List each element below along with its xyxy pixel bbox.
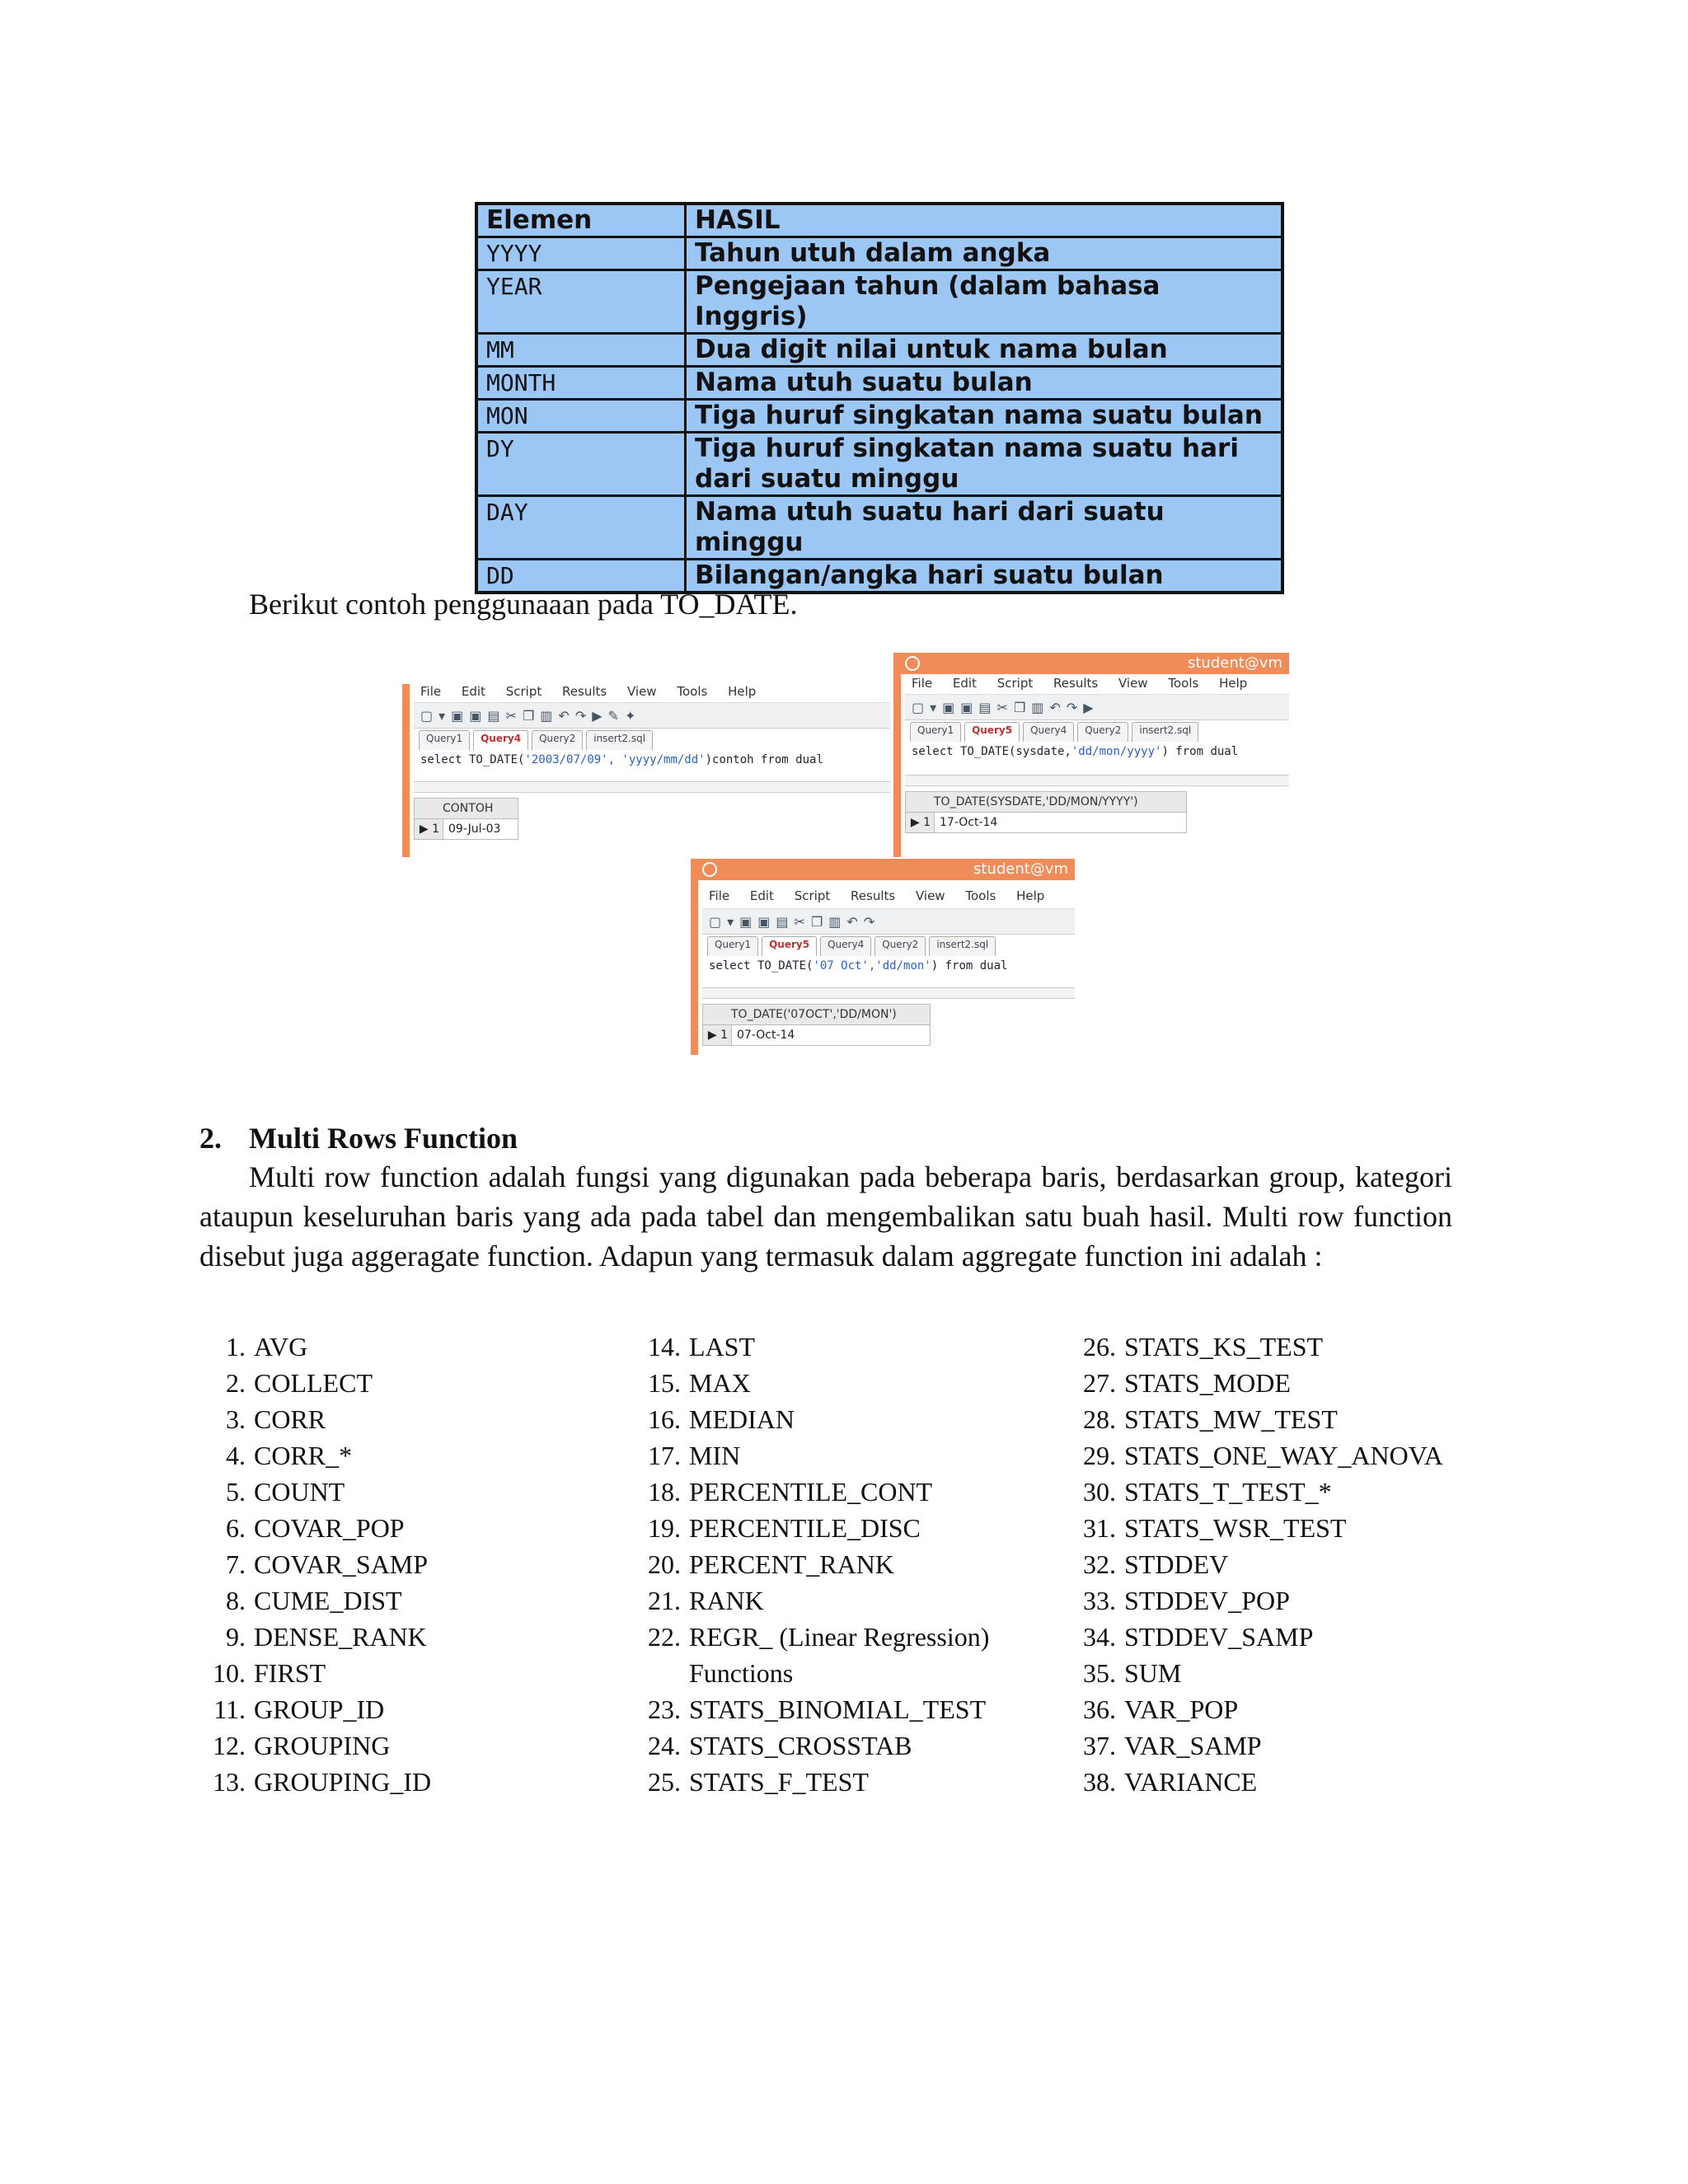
menu-file[interactable]: File [420, 684, 442, 699]
execute-icon[interactable]: ▶ [592, 707, 603, 724]
redo-icon[interactable]: ↷ [1066, 699, 1078, 715]
menu-bar [709, 888, 1061, 903]
list-item: 5. COUNT [226, 1477, 345, 1507]
save-all-icon[interactable]: ▣ [960, 699, 973, 715]
menu-tools[interactable]: Tools [965, 888, 996, 903]
open-icon[interactable]: ▾ [438, 707, 446, 724]
menu-results[interactable]: Results [1053, 676, 1099, 691]
header-hasil: HASIL [686, 204, 1283, 237]
paste-icon[interactable]: ▥ [1031, 699, 1044, 715]
undo-icon[interactable]: ↶ [558, 707, 570, 724]
element-description: Tiga huruf singkatan nama suatu bulan [686, 400, 1283, 433]
redo-icon[interactable]: ↷ [574, 707, 587, 724]
table-row [476, 237, 1282, 270]
format-elements-table [475, 202, 1284, 594]
element-code: YYYY [476, 237, 686, 270]
element-code: DAY [476, 496, 686, 560]
toolbar [905, 694, 1289, 720]
header-elemen: Elemen [476, 204, 686, 237]
table-row [476, 334, 1282, 367]
list-item: 26. STATS_KS_TEST [1083, 1332, 1324, 1361]
redo-icon[interactable]: ↷ [863, 913, 875, 930]
table-row [476, 400, 1282, 433]
list-item: 28. STATS_MW_TEST [1083, 1404, 1338, 1434]
save-all-icon[interactable]: ▣ [469, 707, 482, 724]
cut-icon[interactable]: ✂ [794, 913, 805, 930]
print-icon[interactable]: ▤ [978, 699, 992, 715]
menu-results[interactable]: Results [851, 888, 896, 903]
element-description: Nama utuh suatu hari dari suatu minggu [686, 496, 1283, 560]
toolbar [702, 908, 1075, 935]
window-title: student@vm [973, 860, 1068, 878]
sql-arguments: 'dd/mon/yyyy' [1071, 745, 1162, 758]
result-column-header[interactable]: TO_DATE(SYSDATE,'DD/MON/YYYY') [906, 792, 1186, 813]
menu-view[interactable]: View [626, 684, 657, 699]
menu-file[interactable]: File [709, 888, 730, 903]
open-icon[interactable]: ▾ [930, 699, 937, 715]
aggregate-function-list-col1 [209, 1329, 431, 1800]
app-icon [905, 656, 920, 671]
list-item: 17. MIN [648, 1441, 741, 1470]
row-number: ▶ 1 [415, 819, 443, 839]
element-code: MM [476, 334, 686, 367]
new-file-icon[interactable]: ▢ [420, 707, 434, 724]
screenshot-to-date-example-3 [691, 859, 1075, 1055]
list-item: 34. STDDEV_SAMP [1083, 1622, 1314, 1652]
section-paragraph: Multi row function adalah fungsi yang digunakan pada beberapa baris, berdasarkan group, kategori ataupun keseluruhan baris yang ada pada tabel dan mengembalikan satu buah hasil. Multi row function disebut juga aggeragate function. Adapun yang termasuk dalam aggregate function ini adalah : [199, 1160, 1452, 1272]
tab-query2[interactable]: Query2 [874, 936, 926, 956]
list-item: 3. CORR [226, 1404, 326, 1434]
window-title: student@vm [1188, 654, 1282, 672]
result-row[interactable] [906, 813, 1186, 832]
tab-query2[interactable]: Query2 [1077, 722, 1128, 742]
element-description: Tahun utuh dalam angka [686, 237, 1283, 270]
query-tabs [702, 936, 1075, 956]
list-item: 29. STATS_ONE_WAY_ANOVA [1083, 1441, 1443, 1470]
list-item: 30. STATS_T_TEST_* [1083, 1477, 1332, 1507]
wand-icon[interactable]: ✦ [624, 707, 636, 724]
list-item: 7. COVAR_SAMP [226, 1549, 429, 1579]
table-row [476, 496, 1282, 560]
save-icon[interactable]: ▣ [451, 707, 464, 724]
tab-query4[interactable]: Query4 [1023, 722, 1074, 742]
window-border [893, 653, 901, 857]
result-grid [905, 791, 1187, 833]
list-item: 1. AVG [226, 1332, 308, 1361]
sql-prefix: select TO_DATE( [420, 753, 525, 766]
element-code: YEAR [476, 270, 686, 334]
result-grid [414, 798, 518, 840]
element-description: Pengejaan tahun (dalam bahasa Inggris) [686, 270, 1283, 334]
query-tabs [905, 722, 1289, 742]
print-icon[interactable]: ▤ [776, 913, 789, 930]
menu-edit[interactable]: Edit [461, 684, 485, 699]
list-item: 18. PERCENTILE_CONT [648, 1477, 933, 1507]
result-column-header[interactable]: TO_DATE('07OCT','DD/MON') [703, 1005, 930, 1025]
window-border [691, 859, 698, 1055]
menu-script[interactable]: Script [505, 684, 542, 699]
window-titlebar [691, 859, 1075, 880]
aggregate-function-list-col2 [645, 1329, 989, 1800]
pane-splitter[interactable] [905, 775, 1289, 786]
list-item: 9. DENSE_RANK [226, 1622, 427, 1652]
pane-splitter[interactable] [414, 781, 890, 793]
paste-icon[interactable]: ▥ [828, 913, 842, 930]
sql-suffix: ) from dual [1161, 745, 1239, 758]
row-number: ▶ 1 [703, 1025, 732, 1045]
list-item: 22. REGR_ (Linear Regression) [648, 1622, 990, 1652]
save-icon[interactable]: ▣ [942, 699, 955, 715]
tab-query5[interactable]: Query5 [964, 722, 1020, 742]
menu-view[interactable]: View [915, 888, 945, 903]
cut-icon[interactable]: ✂ [505, 707, 517, 724]
row-number: ▶ 1 [906, 813, 935, 832]
menu-bar [912, 676, 1264, 691]
menu-view[interactable]: View [1118, 676, 1148, 691]
new-file-icon[interactable]: ▢ [709, 913, 722, 930]
list-item: 23. STATS_BINOMIAL_TEST [648, 1694, 987, 1724]
table-row [476, 270, 1282, 334]
list-item: 38. VARIANCE [1083, 1767, 1258, 1797]
list-item: 15. MAX [648, 1368, 751, 1398]
list-item: 12. GROUPING [213, 1731, 391, 1760]
list-item: 37. VAR_SAMP [1083, 1731, 1262, 1760]
menu-edit[interactable]: Edit [749, 888, 774, 903]
menu-help[interactable]: Help [1016, 888, 1045, 903]
aggregate-function-list-col3 [1080, 1329, 1443, 1800]
tab-insert2[interactable]: insert2.sql [929, 936, 996, 956]
sql-suffix: )contoh from dual [705, 753, 823, 766]
undo-icon[interactable]: ↶ [846, 913, 858, 930]
sql-prefix: select TO_DATE( [709, 959, 814, 972]
element-description: Dua digit nilai untuk nama bulan [686, 334, 1283, 367]
copy-icon[interactable]: ❐ [810, 913, 823, 930]
list-item: 2. COLLECT [226, 1368, 373, 1398]
tab-query1[interactable]: Query1 [910, 722, 961, 742]
row-value: 09-Jul-03 [448, 823, 501, 836]
table-row [476, 367, 1282, 400]
result-column-header[interactable]: CONTOH [415, 799, 518, 819]
print-icon[interactable]: ▤ [487, 707, 500, 724]
list-item: 35. SUM [1083, 1658, 1182, 1688]
list-item: 19. PERCENTILE_DISC [648, 1513, 921, 1543]
pane-splitter[interactable] [702, 987, 1075, 999]
open-icon[interactable]: ▾ [727, 913, 734, 930]
toolbar [414, 702, 890, 729]
sql-editor[interactable] [709, 959, 1007, 972]
tab-query2[interactable]: Query2 [532, 730, 583, 750]
element-code: DD [476, 560, 686, 593]
list-item: 36. VAR_POP [1083, 1694, 1239, 1724]
app-icon [702, 862, 717, 877]
list-item: 32. STDDEV [1083, 1549, 1229, 1579]
tab-query4[interactable]: Query4 [820, 936, 871, 956]
menu-script[interactable]: Script [794, 888, 831, 903]
save-all-icon[interactable]: ▣ [757, 913, 771, 930]
menu-help[interactable]: Help [728, 684, 757, 699]
list-item: 25. STATS_F_TEST [648, 1767, 869, 1797]
screenshot-to-date-example-2 [893, 653, 1289, 857]
list-item: 6. COVAR_POP [226, 1513, 405, 1543]
tab-insert2[interactable]: insert2.sql [1132, 722, 1198, 742]
tab-query1[interactable]: Query1 [419, 730, 470, 750]
menu-results[interactable]: Results [562, 684, 607, 699]
save-icon[interactable]: ▣ [739, 913, 753, 930]
copy-icon[interactable]: ❐ [522, 707, 535, 724]
section-number: 2. [199, 1122, 222, 1155]
list-item: 24. STATS_CROSSTAB [648, 1731, 912, 1760]
list-item: 27. STATS_MODE [1083, 1368, 1291, 1398]
row-value: 07-Oct-14 [737, 1029, 795, 1042]
menu-bar [420, 684, 772, 699]
menu-edit[interactable]: Edit [952, 676, 977, 691]
new-file-icon[interactable]: ▢ [912, 699, 925, 715]
list-item: 8. CUME_DIST [226, 1586, 402, 1615]
result-row[interactable] [415, 819, 518, 839]
tab-query1[interactable]: Query1 [707, 936, 758, 956]
result-row[interactable] [703, 1025, 930, 1045]
menu-file[interactable]: File [912, 676, 933, 691]
menu-tools[interactable]: Tools [677, 684, 708, 699]
screenshot-to-date-example-1 [402, 684, 890, 857]
menu-help[interactable]: Help [1219, 676, 1248, 691]
list-item: 20. PERCENT_RANK [648, 1549, 894, 1579]
row-value: 17-Oct-14 [940, 816, 998, 829]
list-item: 33. STDDEV_POP [1083, 1586, 1290, 1615]
menu-script[interactable]: Script [996, 676, 1034, 691]
result-grid [702, 1004, 931, 1046]
element-code: DY [476, 433, 686, 496]
tab-insert2[interactable]: insert2.sql [586, 730, 653, 750]
list-item: 31. STATS_WSR_TEST [1083, 1513, 1347, 1543]
execute-icon[interactable]: ▶ [1083, 699, 1094, 715]
list-item: 4. CORR_* [226, 1441, 353, 1470]
element-description: Nama utuh suatu bulan [686, 367, 1283, 400]
element-code: MONTH [476, 367, 686, 400]
to-date-intro-text: Berikut contoh penggunaaan pada TO_DATE. [249, 588, 798, 621]
list-item: 14. LAST [648, 1332, 755, 1361]
menu-tools[interactable]: Tools [1168, 676, 1199, 691]
paste-icon[interactable]: ▥ [540, 707, 553, 724]
list-item: 10. FIRST [213, 1658, 326, 1688]
sql-prefix: select TO_DATE(sysdate, [912, 745, 1071, 758]
sql-arguments: '07 Oct','dd/mon' [813, 959, 931, 972]
sql-suffix: ) from dual [931, 959, 1008, 972]
list-item: 11. GROUP_ID [213, 1694, 385, 1724]
query-tabs [414, 730, 890, 750]
list-item: 13. GROUPING_ID [213, 1767, 432, 1797]
sql-arguments: '2003/07/09', 'yyyy/mm/dd' [524, 753, 706, 766]
table-header-row [476, 204, 1282, 237]
element-code: MON [476, 400, 686, 433]
tab-query4[interactable]: Query4 [473, 730, 528, 750]
sql-editor[interactable] [420, 753, 823, 766]
sql-editor[interactable] [912, 745, 1238, 758]
edit-icon[interactable]: ✎ [607, 707, 619, 724]
copy-icon[interactable]: ❐ [1013, 699, 1026, 715]
list-item: 21. RANK [648, 1586, 764, 1615]
list-item-continuation: Functions [689, 1658, 794, 1688]
window-border [402, 684, 410, 857]
window-titlebar [893, 653, 1289, 674]
cut-icon[interactable]: ✂ [996, 699, 1008, 715]
element-description: Tiga huruf singkatan nama suatu hari dari suatu minggu [686, 433, 1283, 496]
element-description: Bilangan/angka hari suatu bulan [686, 560, 1283, 593]
table-row [476, 433, 1282, 496]
section-heading: Multi Rows Function [249, 1122, 518, 1155]
undo-icon[interactable]: ↶ [1049, 699, 1061, 715]
tab-query5[interactable]: Query5 [762, 936, 817, 956]
list-item: 16. MEDIAN [648, 1404, 795, 1434]
